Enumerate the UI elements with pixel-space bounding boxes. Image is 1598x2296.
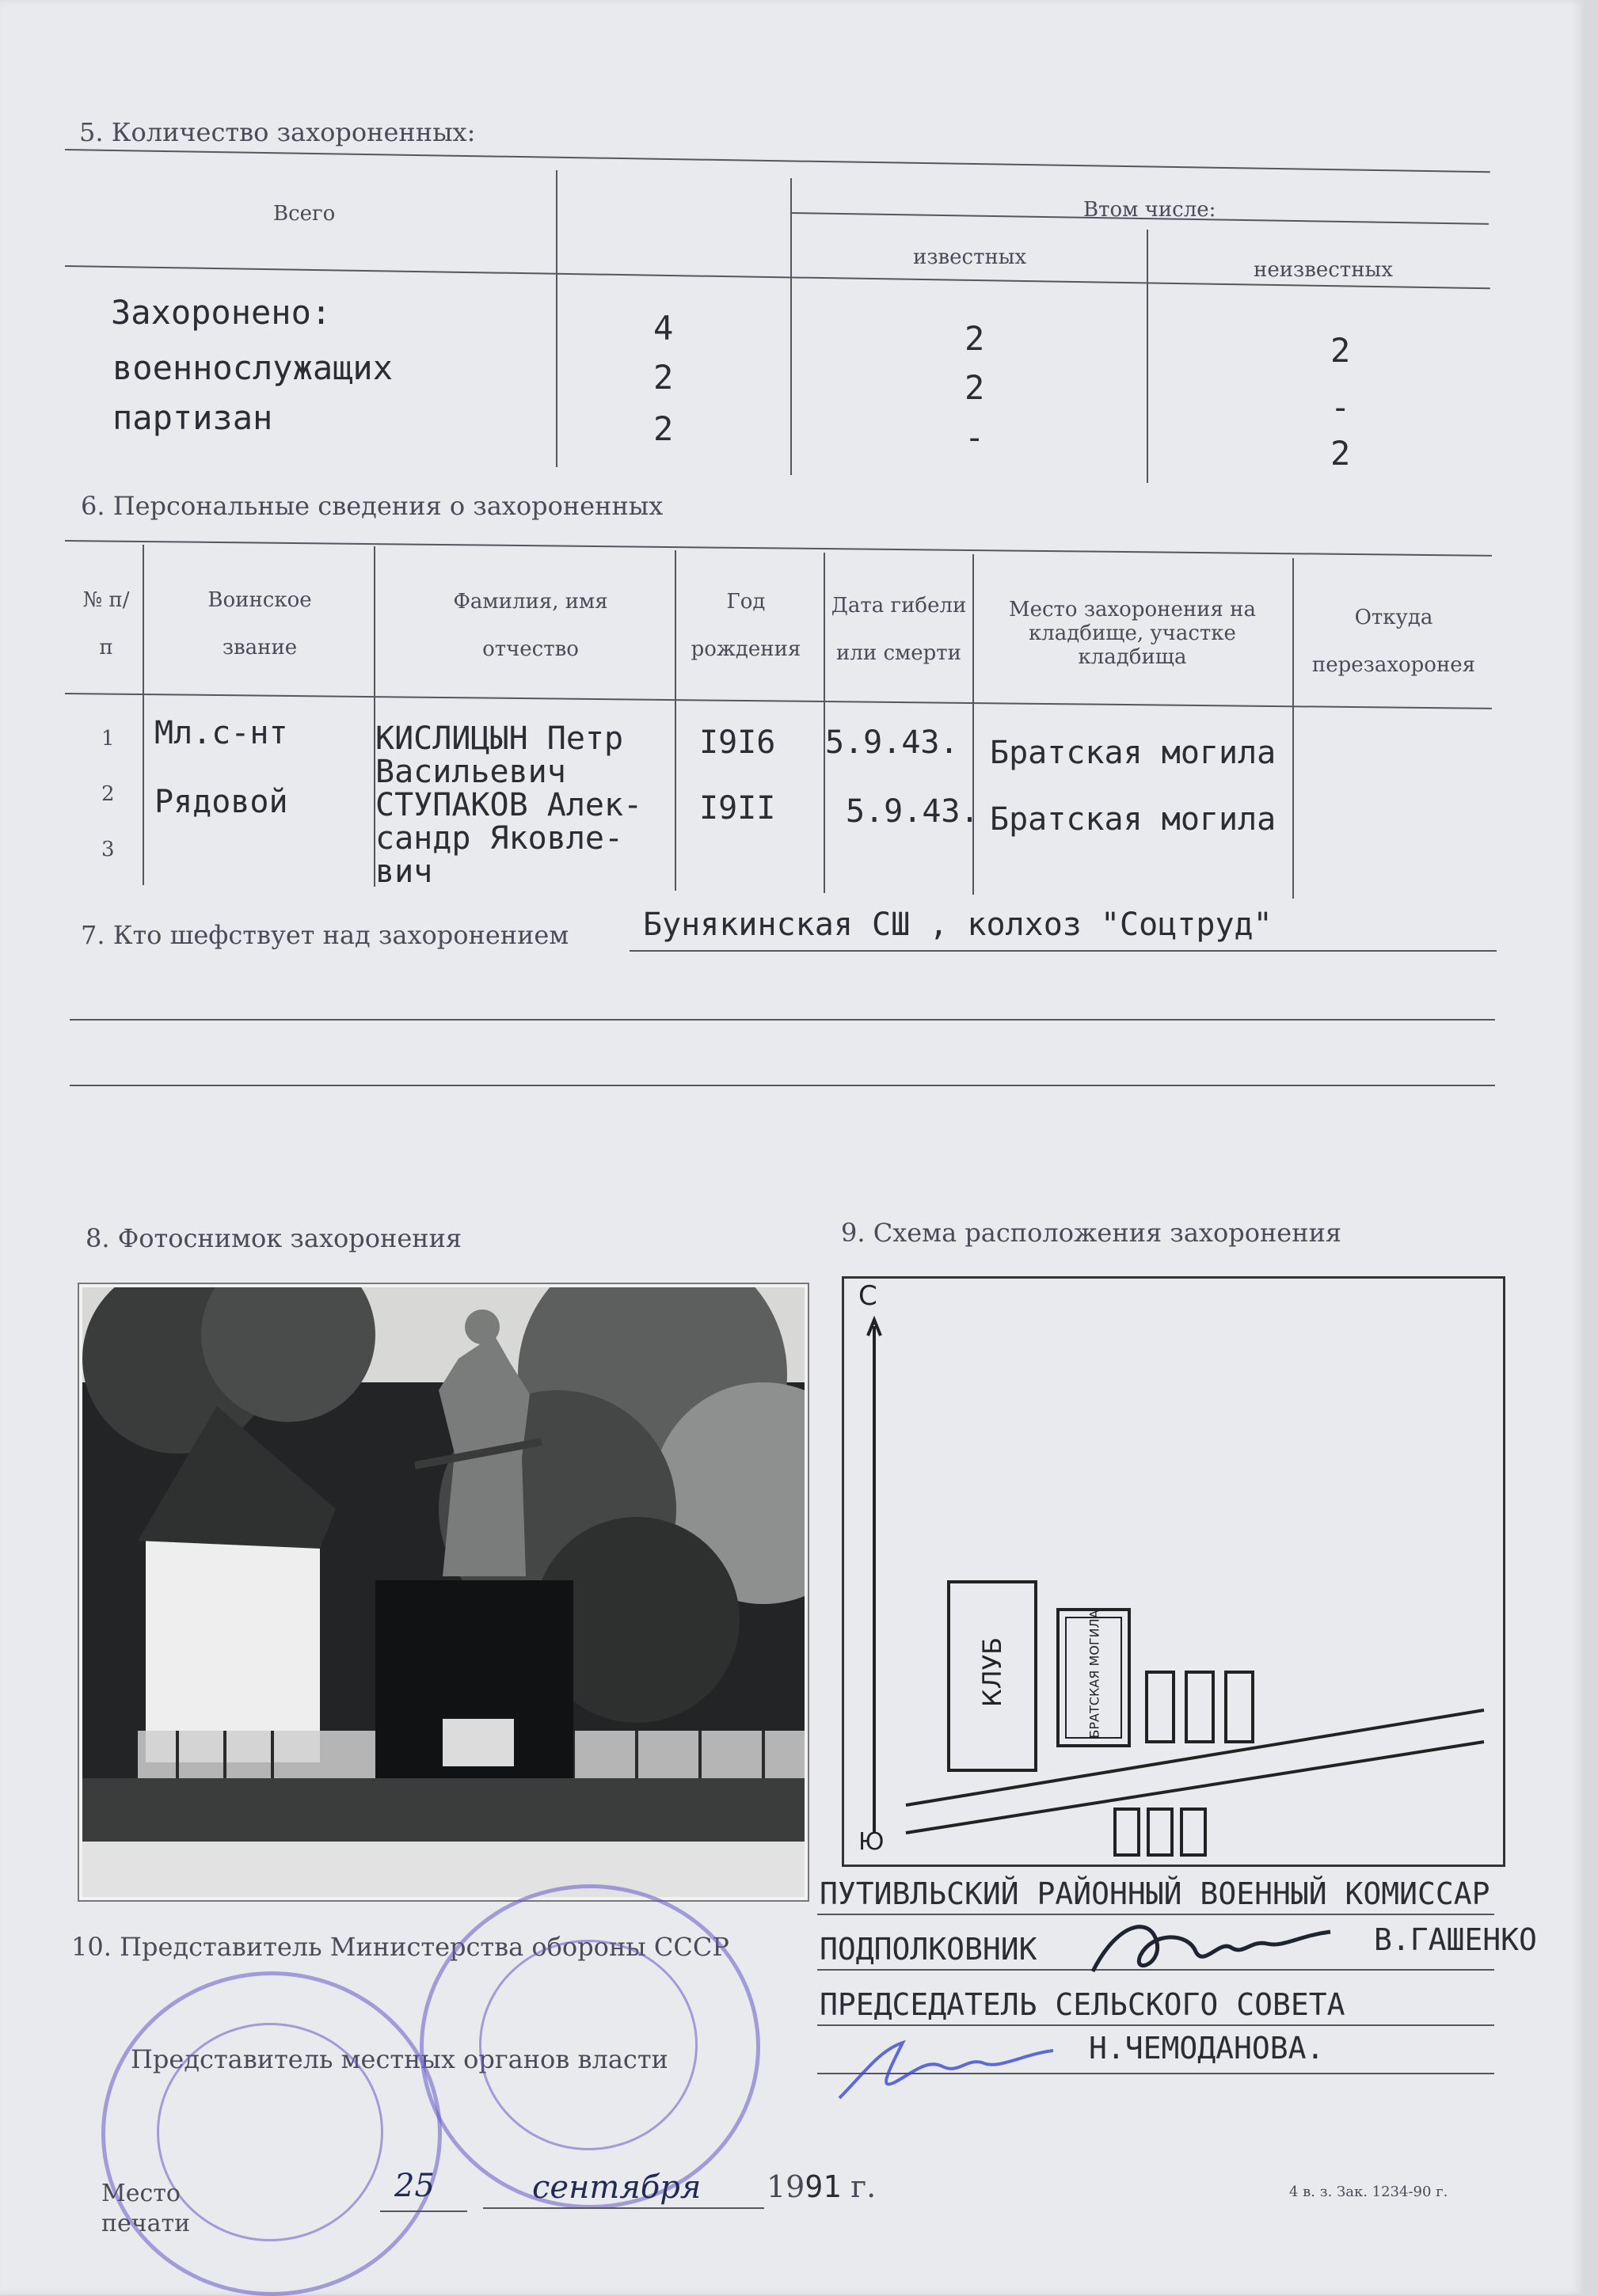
date-month-underline — [483, 2207, 764, 2209]
row5-unknown-2: - — [1330, 388, 1351, 427]
entry1-name: КИСЛИЦЫН Петр Васильевич — [375, 720, 624, 790]
entry1-rank: Мл.с-нт — [154, 715, 288, 751]
head-known: известных — [913, 245, 1027, 269]
section5-title: 5. Количество захороненных: — [79, 117, 476, 147]
entry2-place: Братская могила — [990, 801, 1276, 838]
house-icon — [1115, 1809, 1139, 1855]
row5-label-2: военнослужащих — [112, 348, 394, 387]
house-icon — [1226, 1672, 1253, 1742]
row-num-1: 1 — [101, 727, 115, 751]
table6-col6 — [1292, 558, 1294, 899]
head-unknown: неизвестных — [1254, 258, 1393, 282]
entry1-place: Братская могила — [990, 735, 1276, 771]
commissar-line: ПУТИВЛЬСКИЙ РАЙОННЫЙ ВОЕННЫЙ КОМИССАР — [820, 1876, 1490, 1911]
table6-header-line — [65, 693, 1492, 709]
entry2-death: 5.9.43. — [846, 793, 980, 830]
date-day: 25 — [394, 2168, 435, 2204]
row5-known-1: 2 — [965, 319, 985, 358]
row5-label-1: Захоронено: — [111, 293, 332, 332]
table6-col3 — [675, 550, 676, 891]
section7-underline — [630, 950, 1497, 952]
date-month: сентября — [532, 2169, 702, 2206]
chair-underline — [817, 2024, 1494, 2026]
commissar-signature — [1085, 1908, 1346, 1987]
row5-known-3: - — [965, 418, 985, 457]
head-name: Фамилия, имя отчество — [453, 590, 608, 661]
commissar-name: В.ГАШЕНКО — [1374, 1922, 1537, 1957]
local-authority-label: Представитель местных органов власти — [131, 2044, 668, 2074]
table6-top-line — [65, 540, 1492, 557]
table5-col2 — [790, 178, 792, 475]
date-year: 1991 г. — [767, 2169, 877, 2204]
table5-col1 — [556, 170, 557, 467]
chair-line: ПРЕДСЕДАТЕЛЬ СЕЛЬСКОГО СОВЕТА — [820, 1987, 1345, 2022]
head-rank: Воинское звание — [207, 588, 312, 660]
row5-unknown-3: 2 — [1330, 434, 1351, 473]
entry2-rank: Рядовой — [154, 784, 288, 820]
entry2-name: СТУПАКОВ Алек- сандр Яковле- вич — [375, 787, 643, 890]
house-icon — [1147, 1672, 1174, 1742]
road-line-lower — [906, 1742, 1484, 1833]
entry1-birth: I9I6 — [699, 724, 776, 761]
south-label: Ю — [858, 1828, 885, 1856]
table6-col1 — [143, 545, 144, 885]
head-total: Всего — [273, 202, 336, 226]
row5-unknown-1: 2 — [1330, 331, 1351, 370]
rank-line: ПОДПОЛКОВНИК — [820, 1932, 1037, 1967]
round-seal-left-inner — [157, 2023, 383, 2241]
section7-title: 7. Кто шефствует над захоронением — [81, 920, 569, 950]
grave-label: БРАТСКАЯ МОГИЛА — [1086, 1610, 1102, 1739]
round-seal-right-inner — [479, 1940, 698, 2150]
head-birth: Год рождения — [691, 590, 801, 661]
table5-col3 — [1147, 230, 1148, 483]
section7-line2 — [70, 1019, 1495, 1021]
head-from: Откуда перезахоронея — [1311, 606, 1476, 677]
section10-title: 10. Представитель Министерства обороны СССР — [71, 1932, 729, 1962]
row-num-2: 2 — [101, 782, 115, 806]
table5-top-line — [65, 149, 1490, 173]
section8-title: 8. Фотоснимок захоронения — [86, 1223, 462, 1253]
section9-title: 9. Схема расположения захоронения — [841, 1218, 1342, 1248]
club-label: КЛУБ — [977, 1636, 1007, 1708]
house-icon — [1186, 1672, 1213, 1742]
row5-total-2: 2 — [653, 358, 674, 397]
row-num-3: 3 — [101, 838, 115, 861]
head-num: № п/п — [82, 588, 130, 660]
row5-total-3: 2 — [653, 409, 674, 448]
section7-line3 — [70, 1085, 1495, 1086]
seal-place-label: Место печати — [101, 2180, 191, 2237]
head-place: Место захоронения на кладбище, участке кладбища — [1008, 598, 1257, 669]
print-info: 4 в. з. Зак. 1234-90 г. — [1289, 2184, 1448, 2200]
entry1-death: 5.9.43. — [825, 724, 959, 761]
house-icon — [1181, 1809, 1205, 1855]
head-including: Втом числе: — [1083, 198, 1216, 222]
section7-value: Бунякинская СШ , колхоз "Соцтруд" — [643, 907, 1273, 943]
chair-signature — [831, 2027, 1069, 2114]
north-label: С — [858, 1280, 877, 1312]
row5-label-3: партизан — [112, 398, 273, 437]
memorial-photo — [79, 1284, 808, 1900]
entry2-birth: I9II — [699, 790, 776, 827]
chair-name: Н.ЧЕМОДАНОВА. — [1089, 2031, 1325, 2066]
head-death: Дата гибели или смерти — [831, 594, 967, 665]
section6-title: 6. Персональные сведения о захороненных — [81, 491, 664, 521]
row5-total-1: 4 — [653, 309, 674, 348]
house-icon — [1148, 1809, 1172, 1855]
row5-known-2: 2 — [965, 368, 985, 407]
location-scheme — [842, 1276, 1505, 1867]
date-day-underline — [380, 2210, 467, 2212]
